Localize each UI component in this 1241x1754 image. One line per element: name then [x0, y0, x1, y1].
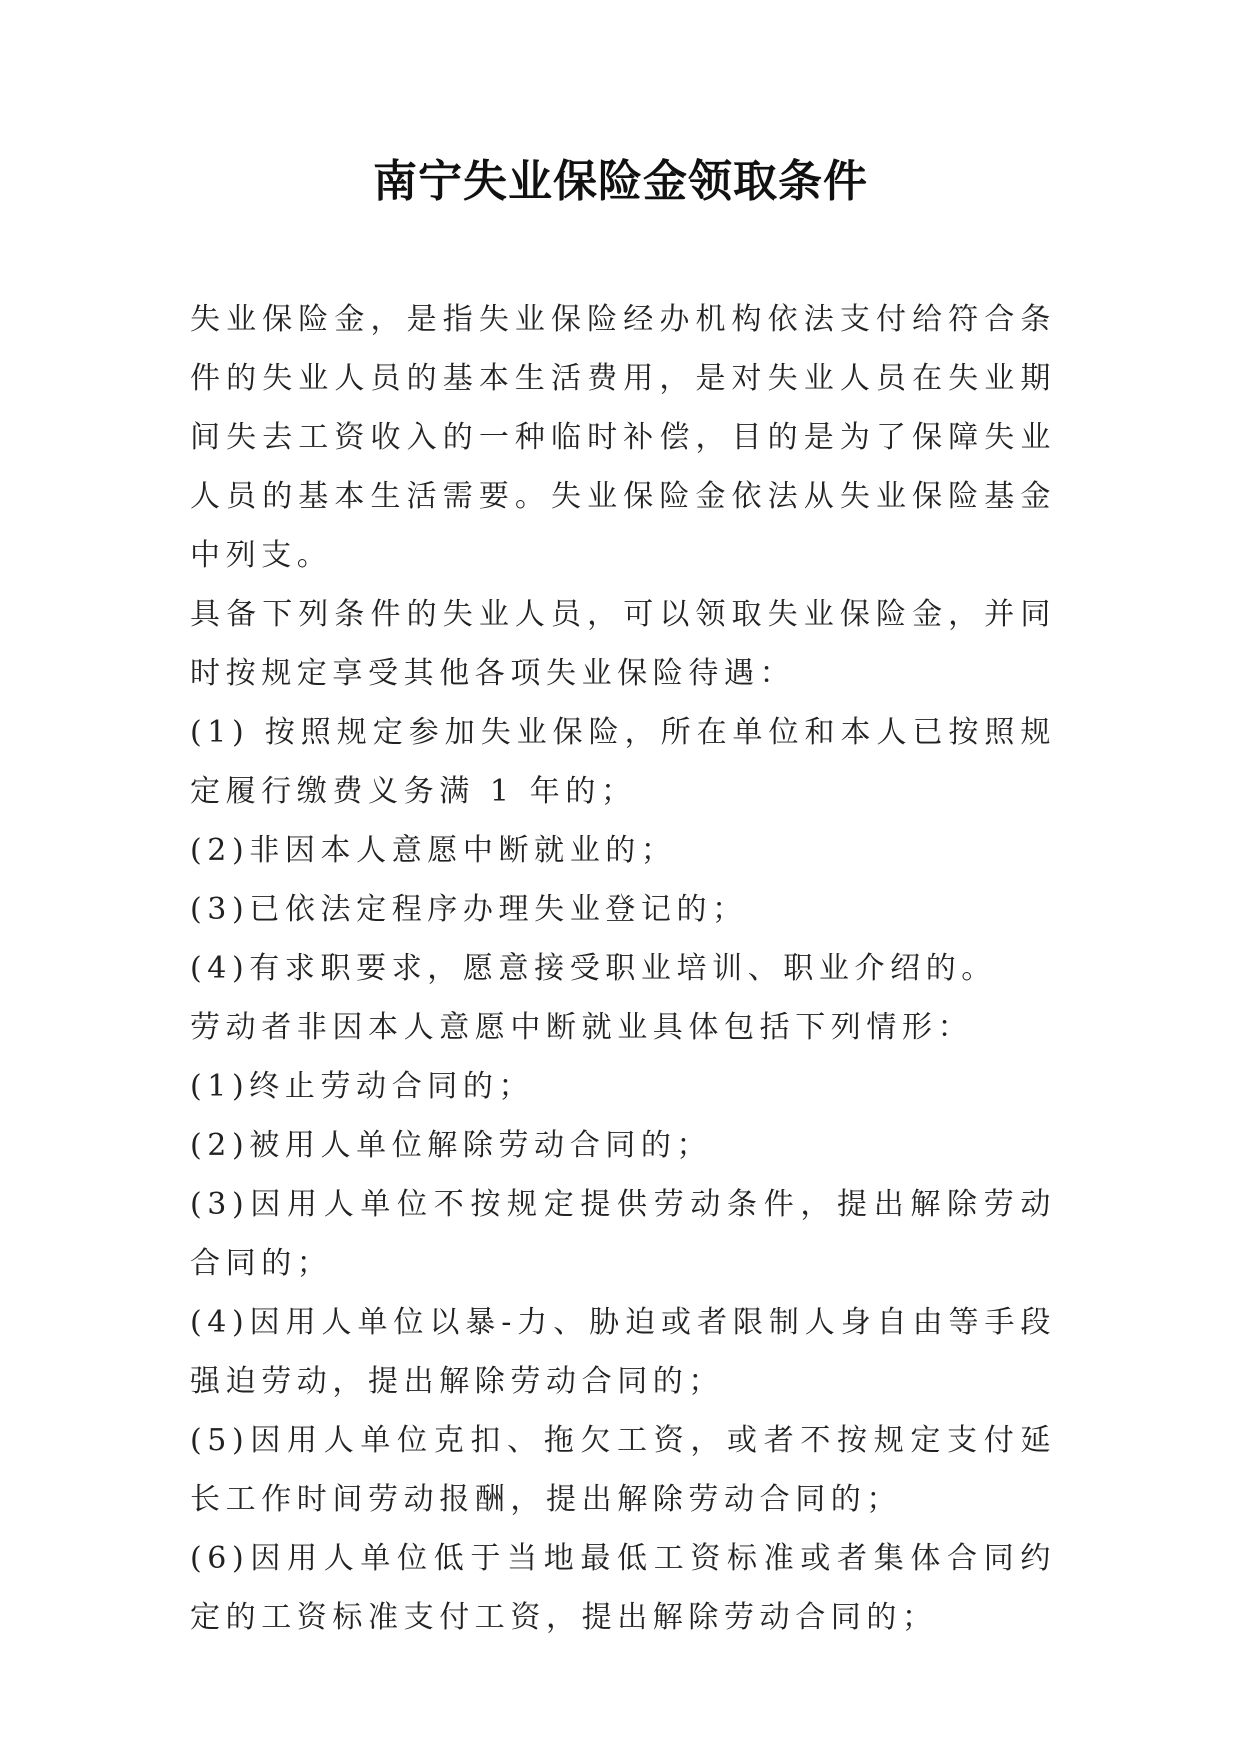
paragraph-definition: 失业保险金，是指失业保险经办机构依法支付给符合条件的失业人员的基本生活费用，是对失业人员在失业期间失去工资收入的一种临时补偿，目的是为了保障失业人员的基本生活需要。失业保险金依法从失业保险基金中列支。 — [190, 302, 1056, 573]
paragraph-eligibility-intro: 具备下列条件的失业人员，可以领取失业保险金，并同时按规定享受其他各项失业保险待遇： — [190, 597, 1056, 691]
list-item-situation-1: (1)终止劳动合同的； — [190, 1069, 535, 1104]
list-item-situation-4: (4)因用人单位以暴-力、胁迫或者限制人身自由等手段强迫劳动，提出解除劳动合同的； — [190, 1305, 1056, 1399]
list-item-situation-6: (6)因用人单位低于当地最低工资标准或者集体合同约定的工资标准支付工资，提出解除劳动合同的； — [190, 1541, 1056, 1635]
list-item-situation-3: (3)因用人单位不按规定提供劳动条件，提出解除劳动合同的； — [190, 1187, 1056, 1281]
list-item-condition-2: (2)非因本人意愿中断就业的； — [190, 833, 677, 868]
paragraph-involuntary-intro: 劳动者非因本人意愿中断就业具体包括下列情形： — [190, 1010, 974, 1045]
list-item-condition-1: (1) 按照规定参加失业保险，所在单位和本人已按照规定履行缴费义务满 1 年的； — [190, 715, 1056, 809]
list-item-situation-5: (5)因用人单位克扣、拖欠工资，或者不按规定支付延长工作时间劳动报酬，提出解除劳动合同的； — [190, 1423, 1056, 1517]
list-item-condition-4: (4)有求职要求，愿意接受职业培训、职业介绍的。 — [190, 951, 997, 986]
document-title: 南宁失业保险金领取条件 — [373, 156, 868, 207]
document-body — [190, 290, 1056, 1647]
list-item-situation-2: (2)被用人单位解除劳动合同的； — [190, 1128, 713, 1163]
list-item-condition-3: (3)已依法定程序办理失业登记的； — [190, 892, 748, 927]
